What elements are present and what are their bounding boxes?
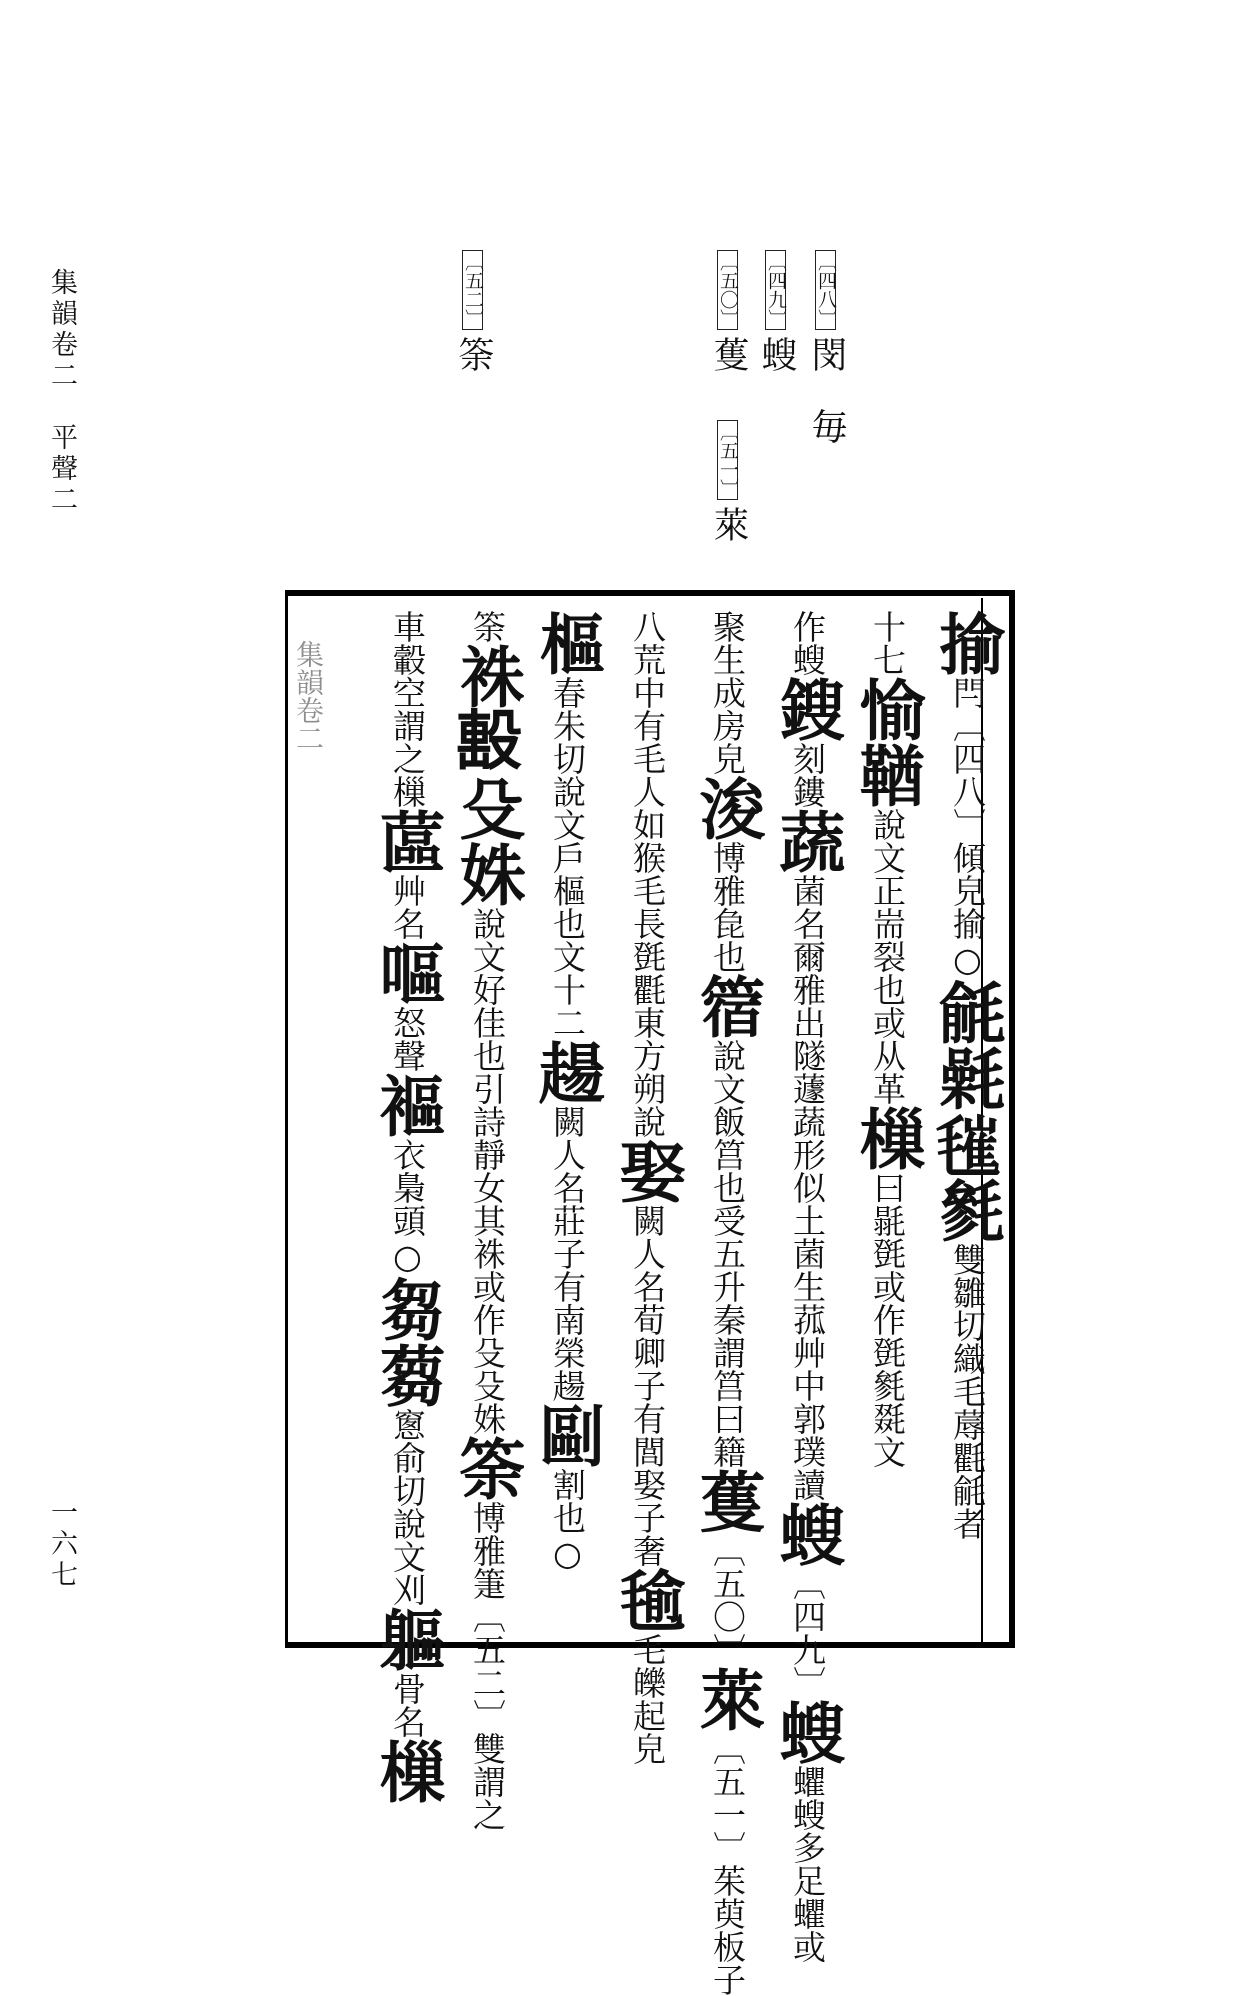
note-mark: 〔五二〕 [462,252,484,328]
gloss-text: 窻俞切說文刈 [388,1408,427,1606]
collation-note [806,250,847,444]
text-column [600,610,686,1765]
head-character: 軀 [368,1606,446,1672]
gloss-text: 〔五一〕茱萸板子 [708,1732,747,1996]
head-character: 𣪠 [448,709,526,775]
gloss-text: 車轂空謂之樔 [388,610,427,808]
head-character: 毹氉𣯧毿 [928,979,1006,1243]
gloss-text: 閂〔四八〕傾皃揄 [948,676,987,940]
head-character: 愉鞧 [848,676,926,808]
gloss-text: 春朱切說文戶樞也文十二 [548,676,587,1039]
gloss-text: 雙雛切織毛蓐氍毹者 [948,1243,987,1540]
gloss-text: 闕人名荀卿子有閭娶子奢 [628,1204,667,1567]
gloss-text: 〔四九〕 [788,1567,827,1699]
gloss-text: 闕人名莊子有南榮𧼮 [548,1105,587,1402]
head-character: 樔 [848,1105,926,1171]
gloss-text: 菌名爾雅出隧蘧蔬形似土菌生菰艸中郭璞讀 [788,874,827,1501]
gloss-text: 艸名 [388,874,427,940]
head-character: 毺 [608,1567,686,1633]
gloss-text: ○ [948,940,987,979]
head-character: 䙔 [368,1072,446,1138]
note-text: 螋 [756,336,797,372]
gloss-text: 割也 [548,1468,587,1534]
head-character: 袾 [448,643,526,709]
gloss-text: 毛皪起皃 [628,1633,667,1765]
head-character: 螋 [768,1501,846,1567]
gloss-text: 八荒中有毛人如猴毛長㲪氍東方朔說 [628,610,667,1138]
text-column [920,610,1006,1640]
text-column [360,610,446,1804]
head-character: 蓲 [368,808,446,874]
gloss-text: 骨名 [388,1672,427,1738]
note-mark: 〔四八〕 [815,252,837,328]
head-character: 芻蒭 [368,1276,446,1408]
head-character: 蔬 [768,808,846,874]
gloss-text: 博雅㲋也 [708,841,747,973]
head-character: 殳 [448,775,526,841]
gloss-text: 刻鏤 [788,742,827,808]
gloss-text: 衣 [388,1138,427,1171]
note-mark: 〔五〇〕 [717,252,739,328]
head-character: 筡 [448,1435,526,1501]
head-character: 剾 [528,1402,606,1468]
block-edge-text: 集韻卷二 [292,640,325,752]
gloss-text: 聚生成房皃 [708,610,747,775]
note-text: 蒦 [708,336,749,372]
gloss-text: 蠷螋多足蠷或 [788,1765,827,1963]
head-character: 揄 [928,610,1006,676]
text-column [680,610,766,1996]
head-character: 螋 [768,1699,846,1765]
head-character: 浚 [688,775,766,841]
head-character: 樞 [528,610,606,676]
text-column [840,610,926,1640]
collation-note [708,420,749,542]
head-character: 蒦 [688,1468,766,1534]
gloss-text: 說文好佳也引詩靜女其袾或作殳殳姝 [468,907,507,1435]
collation-note [756,250,797,372]
page-number: 一六七 [46,1498,77,1591]
gloss-text: 說文正耑裂也或从革 [868,808,907,1105]
gloss-text: 十七 [868,610,907,676]
gloss-text: 作螋 [788,610,827,676]
text-column [760,610,846,1963]
gloss-text: 曰毾㲪或作㲪毿毲文 [868,1171,907,1468]
collation-note [708,250,749,372]
head-character: 萊 [688,1666,766,1732]
gloss-text: 筡 [468,610,507,643]
gloss-text: 怒聲 [388,1006,427,1072]
text-column [440,610,526,1831]
gloss-text: ○ [388,1237,427,1276]
gloss-text: 說文飯筥也受五升秦謂筥曰籍 [708,1039,747,1468]
note-text: 閔 毎 [806,336,847,444]
running-title: 集韻卷二 平聲二 [46,268,77,516]
head-character: 樔 [368,1738,446,1804]
text-column [520,610,606,1640]
gloss-text: 〔五〇〕 [708,1534,747,1666]
head-character: 嘔 [368,940,446,1006]
head-character: 䈹 [688,973,766,1039]
note-mark: 〔五一〕 [717,422,739,498]
gloss-text: 梟頭 [388,1171,427,1237]
gloss-text: ○ [548,1534,587,1573]
note-text: 筡 [453,336,494,372]
collation-note [453,250,494,372]
head-character: 姝 [448,841,526,907]
gloss-text: 博雅箑〔五二〕雙謂之 [468,1501,507,1831]
note-text: 萊 [708,506,749,542]
head-character: 娶 [608,1138,686,1204]
note-mark: 〔四九〕 [765,252,787,328]
head-character: 鎪 [768,676,846,742]
head-character: 𧼮 [528,1039,606,1105]
